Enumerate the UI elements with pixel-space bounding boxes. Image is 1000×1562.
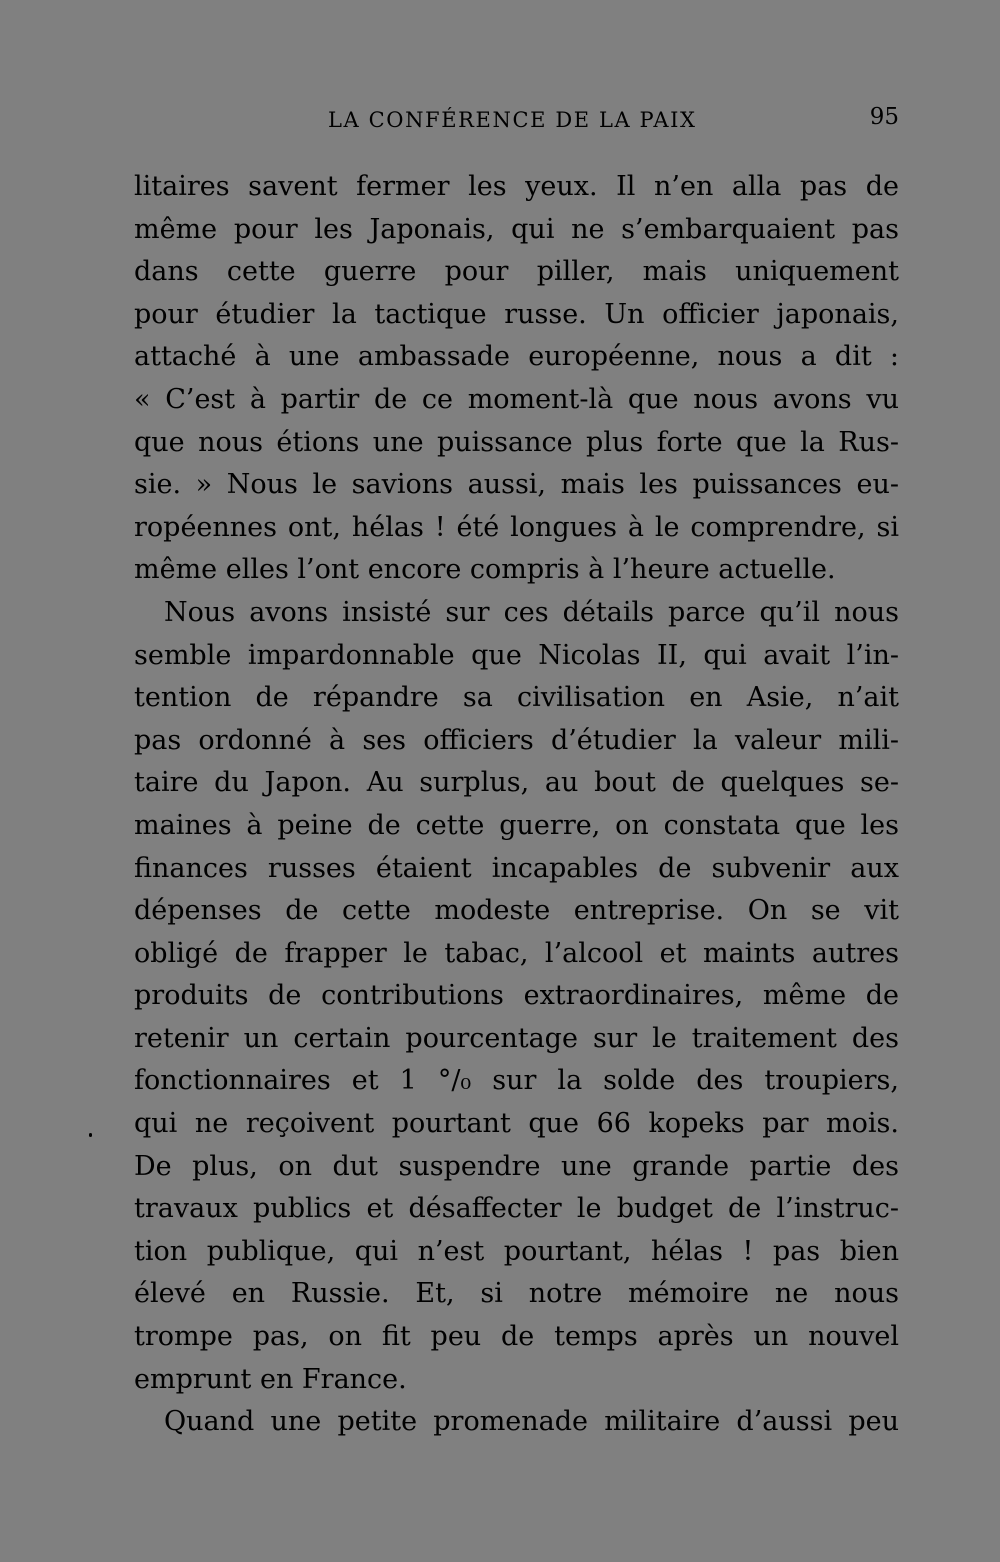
text-line: semble impardonnable que Nicolas II, qui avait l’in-	[134, 639, 899, 671]
paragraph-first-line: Quand une petite promenade militaire d’aussi peu	[164, 1406, 899, 1438]
text-line: pas ordonné à ses officiers d’étudier la valeur mili-	[134, 724, 899, 756]
running-title: LA CONFÉRENCE DE LA PAIX	[328, 108, 697, 132]
text-line: sie. » Nous le savions aussi, mais les puissances eu-	[134, 469, 899, 501]
text-line: trompe pas, on fit peu de temps après un nouvel	[134, 1321, 899, 1353]
text-line: emprunt en France.	[134, 1363, 407, 1395]
text-line: pour étudier la tactique russe. Un officier japonais,	[134, 298, 899, 330]
text-line: litaires savent fermer les yeux. Il n’en alla pas de	[134, 171, 899, 202]
text-line: même elles l’ont encore compris à l’heure actuelle.	[134, 554, 836, 586]
page-number: 95	[869, 104, 899, 130]
text-line: travaux publics et désaffecter le budget de l’instruc-	[134, 1193, 899, 1225]
text-line: fonctionnaires et 1 °/₀ sur la solde des troupiers,	[134, 1065, 899, 1097]
text-line: qui ne reçoivent pourtant que 66 kopeks par mois.	[134, 1108, 899, 1140]
text-line: que nous étions une puissance plus forte que la Rus-	[134, 426, 899, 458]
text-line: dans cette guerre pour piller, mais uniquement	[134, 256, 899, 288]
text-line: ropéennes ont, hélas ! été longues à le comprendre, si	[134, 511, 899, 543]
text-line: dépenses de cette modeste entreprise. On se vit	[134, 895, 899, 927]
text-line: produits de contributions extraordinaires, même de	[134, 980, 899, 1012]
text-line: obligé de frapper le tabac, l’alcool et maints autres	[134, 937, 899, 969]
text-line: De plus, on dut suspendre une grande partie des	[134, 1150, 899, 1182]
body-text	[134, 166, 899, 1444]
text-line: retenir un certain pourcentage sur le traitement des	[134, 1022, 899, 1054]
text-line: taire du Japon. Au surplus, au bout de quelques se-	[134, 767, 899, 799]
ink-speck	[89, 1133, 92, 1137]
text-line: finances russes étaient incapables de subvenir aux	[134, 852, 899, 884]
text-line: maines à peine de cette guerre, on constata que les	[134, 809, 899, 841]
paragraph-first-line: Nous avons insisté sur ces détails parce qu’il nous	[164, 596, 899, 628]
text-line: même pour les Japonais, qui ne s’embarquaient pas	[134, 213, 899, 245]
text-line: élevé en Russie. Et, si notre mémoire ne nous	[134, 1278, 899, 1310]
text-line: « C’est à partir de ce moment-là que nous avons vu	[134, 383, 899, 415]
text-line: tion publique, qui n’est pourtant, hélas ! pas bien	[134, 1235, 899, 1267]
text-line: attaché à une ambassade européenne, nous a dit :	[134, 341, 899, 373]
text-line: tention de répandre sa civilisation en Asie, n’ait	[134, 682, 899, 714]
